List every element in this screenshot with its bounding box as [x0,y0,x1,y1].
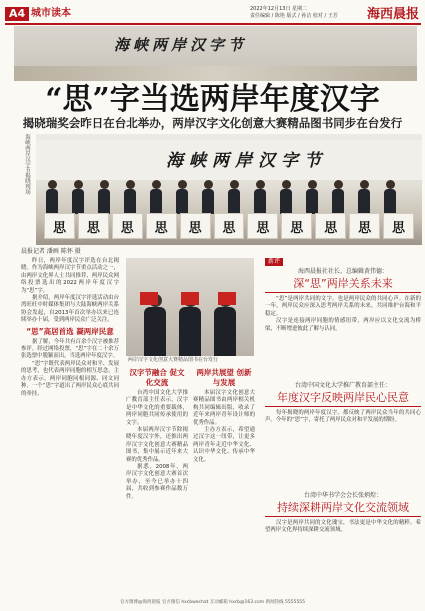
award-photo-caption: 两岸汉字文化创意大赛精品图书在台发行 [128,357,219,363]
scroll-si: 思 [315,213,346,239]
banner-calligraphy: 海峡两岸汉字节 [114,36,248,54]
banner-stripe [14,66,417,81]
guest-figure [280,180,292,214]
newspaper-logo [367,3,422,21]
photo-credit: 晨报记者 潘画 陈怀 摄 [21,248,81,255]
subheading: 两岸共展望 创新与发展 [196,368,252,387]
guest-figure [72,180,84,214]
scroll-si: 思 [78,213,109,239]
main-photo [36,134,422,245]
paragraph: 本届汉字文化创意大赛精品图书由两岸相关机构共同编辑出版，收录了近年来两岸青年设计师的优秀作品。 [193,390,255,426]
scroll-si: 思 [146,213,177,239]
sidebar-title: 年度汉字反映两岸民心民意 [277,391,409,404]
guest-figure [98,180,110,214]
article-column-2 [126,366,188,501]
guest-figure [150,180,162,214]
guest-figure [124,180,136,214]
guest-figure [202,180,214,214]
guests-group [46,180,412,214]
paragraph: 每年揭晓的两岸年度汉字，都反映了两岸民众当年的共同心声。今年的“思”字，寄托了两岸民众对和平发展的期盼。 [265,410,421,424]
sidebar-title: 深“思”两岸关系未来 [293,277,393,290]
sidebar-divider [265,516,421,517]
issue-date: 2022年12月13日 星期二 [250,6,308,12]
main-photo-caption: 海峡两岸汉字节揭晓现场 [24,134,30,195]
scroll-si: 思 [281,213,312,239]
guest-figure [358,180,370,214]
sidebar-label: 新评 [265,258,283,266]
stage-calligraphy: 海峡两岸汉字节 [166,151,327,171]
paragraph: 台湾中国文化大学推广教育部主任表示，汉字是中华文化的重要载体，两岸同胞共同传承使用的文字。 [126,390,188,426]
paragraph: 本届两岸汉字节除揭晓年度汉字外，还推出两岸汉字文化创意大赛精品图书，集中展示近年来大赛的优秀作品。 [126,427,188,463]
certificate [181,292,199,305]
award-photo [126,258,254,356]
guest-figure [254,180,266,214]
subheading: 汉字节融合 促文化交流 [129,368,185,387]
date-line [250,6,338,20]
sidebar-divider [265,406,421,407]
paragraph: 据悉，2008年，两岸汉字文化创意大赛首次举办，至今已举办十四届，共收到参赛作品数万件。 [126,464,188,500]
sidebar-text [265,410,421,425]
guest-figure [306,180,318,214]
section-title: 城市读本 [31,8,71,19]
subheading: “思”高居首选 凝两岸民意 [26,326,114,336]
scroll-si: 思 [112,213,143,239]
paragraph: 据介绍，两岸年度汉字评选活动由台湾旺旺中时媒体集团与大陆海峡两岸关系协会发起，自2013年首次举办以来已连续举办十届，受到两岸民众广泛关注。 [21,295,119,324]
paragraph: 据了解，今年共有百余个汉字被推荐参评。经过网络投票，“思”字在二十余万张选票中脱颖而出，当选两岸年度汉字。 [21,338,119,360]
sidebar-divider [265,292,421,293]
logo-text: 海西晨报 [367,7,420,22]
paragraph: 昨日，两岸年度汉字评选在台北揭晓。作为海峡两岸汉字节重点活动之一，由两岸文化界人士共同推荐、两岸民众网络投票选出的2022两岸年度汉字为“思”字。 [21,258,119,294]
article-column-3 [193,366,255,464]
scroll-si: 思 [349,213,380,239]
article-column-1 [21,258,119,398]
guest-figure [332,180,344,214]
paragraph: “思”字既代表两岸民众对和平、发展的思考，也代表两岸同胞的相互思念。主办方表示，两岸同胞同根同源、同文同种，一个“思”字道出了两岸民众心底共同的牵挂。 [21,360,119,397]
editor-credits: 责任编辑 / 陈艳 版式 / 孙洁 校对 / 王芳 [250,13,338,19]
scroll-si: 思 [214,213,245,239]
sidebar-subtitle: 台湾中华书学会会长张炳煌： [303,492,382,499]
paragraph: 汉字是连接两岸同胞的情感纽带，两岸应以文化交流为桥梁，不断增进彼此了解与认同。 [265,318,421,332]
sidebar-title: 持续深耕两岸文化交流领域 [277,501,409,514]
sidebar-subtitle: 海西晨报社社长、总编辑黄伟德： [297,268,388,275]
scroll-si: 思 [180,213,211,239]
guest-figure [46,180,58,214]
footer-info: 官方微博@海西晨报 官方微信 hxcbwechat 互动邮箱 hxcb@163.com 新闻热线 5555555 [119,600,306,605]
paragraph: 主办方表示，希望通过汉字这一纽带，让更多两岸青年走近中华文化、认识中华文化、传承中华文化。 [193,427,255,463]
scroll-si: 思 [44,213,75,239]
page-number-badge: A4 [5,7,29,21]
header-divider [5,23,421,25]
sidebar-text [265,296,421,333]
paragraph: 汉字是两岸共同的文化瑰宝，书法更是中华文化的精粹。希望两岸文化界持续深耕交流领域。 [265,520,421,534]
scroll-si: 思 [247,213,278,239]
sidebar-text [265,520,421,535]
sidebar-subtitle: 台湾中国文化大学推广教育部主任： [294,382,391,389]
guest-figure [176,180,188,214]
paragraph: “思”是两岸共同的文字，也是两岸民众的共同心声。在新的一年，两岸民众应深入思考两岸关系的未来，共同维护台海和平稳定。 [265,296,421,317]
certificate [140,292,158,305]
headline: “思”字当选两岸年度汉字 [45,82,380,117]
calligraphy-scrolls [44,213,414,239]
scroll-si: 思 [383,213,414,239]
guest-figure [384,180,396,214]
top-banner-photo [14,26,417,81]
certificate [218,292,236,305]
subheadline: 揭晓瑞奖会昨日在台北举办，两岸汉字文化创意大赛精品图书同步在台发行 [22,116,403,130]
guest-figure [228,180,240,214]
